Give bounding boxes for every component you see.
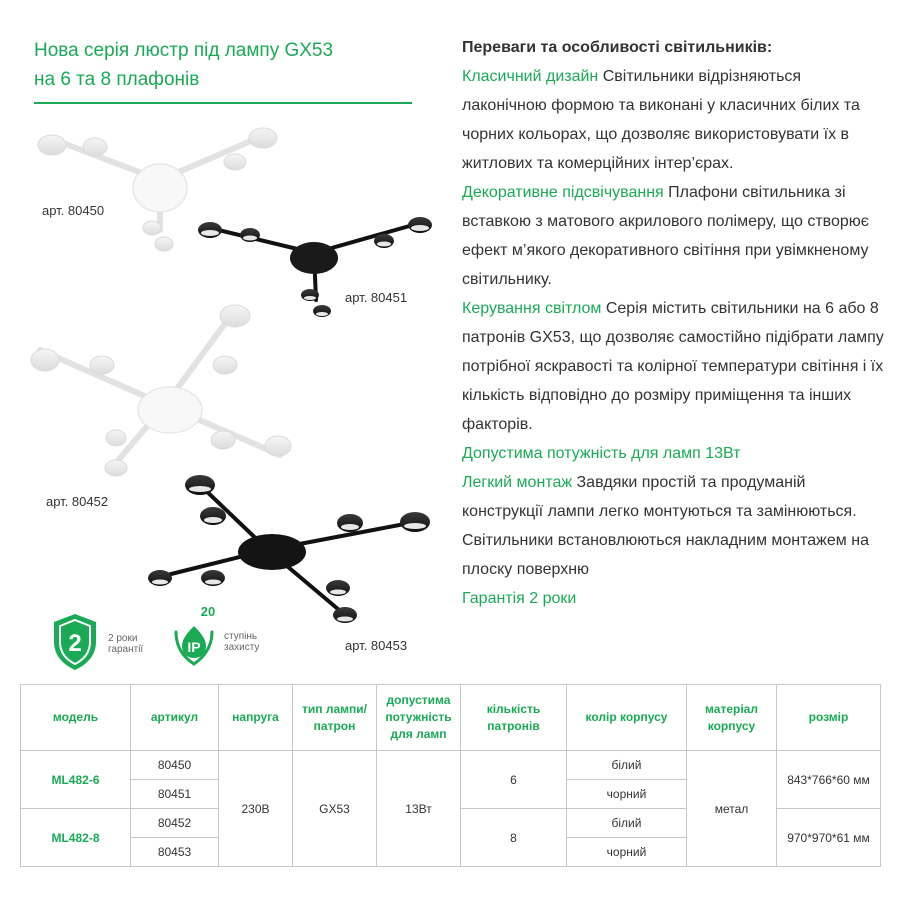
features-heading: Переваги та особливості світильників:	[462, 39, 773, 56]
title-divider	[34, 102, 412, 104]
header-body-color: колір корпусу	[567, 685, 687, 751]
feature-item	[462, 468, 887, 584]
cell-lamp-type: GX53	[293, 751, 377, 867]
feature-title: Гарантія 2 роки	[462, 590, 577, 607]
cell-article: 80451	[131, 780, 219, 809]
feature-item	[462, 62, 887, 178]
header-voltage: напруга	[219, 685, 293, 751]
feature-title: Допустима потужність для ламп 13Вт	[462, 445, 741, 462]
cell-size: 843*766*60 мм	[777, 751, 881, 809]
table-row	[21, 751, 881, 780]
article-label-80451: арт. 80451	[345, 290, 408, 305]
warranty-shield-icon	[50, 612, 100, 672]
feature-title: Легкий монтаж	[462, 474, 573, 491]
header-size: розмір	[777, 685, 881, 751]
title-line-1: Нова серія люстр під лампу GX53	[34, 40, 334, 61]
cell-article: 80450	[131, 751, 219, 780]
cell-color: білий	[567, 751, 687, 780]
article-label-80452: арт. 80452	[46, 494, 109, 509]
feature-text: Світильники відрізняються лаконічною формою та виконані у класичних білих та чорних кольорах, що дозволяє використовувати їх в житлових та комерційних інтер’єрах.	[462, 68, 860, 172]
warranty-number: 2	[68, 630, 82, 657]
cell-color: чорний	[567, 838, 687, 867]
cell-model-ml482-8: ML482-8	[21, 809, 131, 867]
cell-color: чорний	[567, 780, 687, 809]
feature-title: Декоративне підсвічування	[462, 184, 664, 201]
cell-sockets: 8	[461, 809, 567, 867]
ip-letters: IP	[187, 639, 201, 655]
ip-protection-icon	[168, 602, 228, 668]
warranty-text-line-2: гарантії	[108, 644, 144, 655]
chandelier-80452	[31, 305, 291, 476]
chandelier-drawings	[0, 110, 440, 640]
feature-title: Керування світлом	[462, 300, 602, 317]
cell-article: 80452	[131, 809, 219, 838]
feature-title: Класичний дизайн	[462, 68, 599, 85]
specs-table	[20, 684, 881, 867]
cell-size: 970*970*61 мм	[777, 809, 881, 867]
cell-article: 80453	[131, 838, 219, 867]
cell-color: білий	[567, 809, 687, 838]
cell-material: метал	[687, 751, 777, 867]
feature-item	[462, 178, 887, 294]
header-lamp-type: тип лампи/ патрон	[293, 685, 377, 751]
article-label-80450: арт. 80450	[42, 203, 105, 218]
ip-text-line-1: ступінь	[224, 631, 258, 642]
cell-power: 13Вт	[377, 751, 461, 867]
chandelier-80453	[148, 475, 430, 623]
header-model: модель	[21, 685, 131, 751]
page-title	[34, 36, 414, 94]
title-line-2: на 6 та 8 плафонів	[34, 69, 200, 90]
cell-voltage: 230В	[219, 751, 293, 867]
article-label-80453: арт. 80453	[345, 638, 408, 653]
header-article: артикул	[131, 685, 219, 751]
cell-model-ml482-6: ML482-6	[21, 751, 131, 809]
features-block	[462, 33, 887, 613]
ip-rating-number: 20	[200, 604, 216, 619]
ip-text-line-2: захисту	[224, 642, 260, 653]
cell-sockets: 6	[461, 751, 567, 809]
header-sockets: кількість патронів	[461, 685, 567, 751]
table-header-row	[21, 685, 881, 751]
header-power: допустима потужність для ламп	[377, 685, 461, 751]
feature-item	[462, 439, 887, 468]
feature-item	[462, 294, 887, 439]
feature-text: Завдяки простій та продуманій конструкції лампи легко монтуються та замінюються. Світильники встановлюються накладним монтажем на плоску поверхню	[462, 474, 869, 578]
header-material: матеріал корпусу	[687, 685, 777, 751]
badges	[50, 606, 310, 676]
feature-text: Плафони світильника зі вставкою з матового акрилового полімеру, що створює ефект м’якого декоративного світіння при увімкненому світильнику.	[462, 184, 869, 288]
warranty-text-line-1: 2 роки	[108, 633, 138, 644]
feature-item	[462, 584, 887, 613]
feature-text: Серія містить світильники на 6 або 8 патронів GX53, що дозволяє самостійно підібрати лампу потрібної яскравості та колірної температури світіння і їх кількість відповідно до розміру приміщення та інших факторів.	[462, 300, 884, 433]
